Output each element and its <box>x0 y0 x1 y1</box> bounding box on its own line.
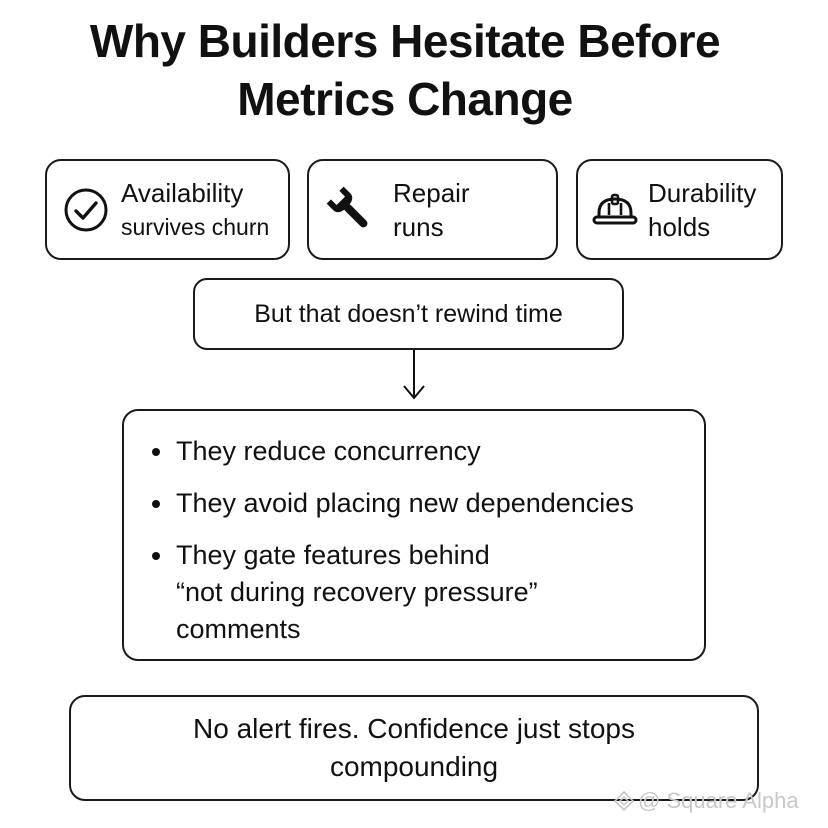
card-availability <box>45 159 290 260</box>
card-durability-text <box>648 176 756 244</box>
watermark-text: @ Square Alpha <box>638 788 799 813</box>
conclusion-line-2: compounding <box>329 751 499 782</box>
title-line-1: Why Builders Hesitate Before <box>89 15 721 67</box>
middle-statement-text: But that doesn’t rewind time <box>254 299 563 328</box>
check-circle-icon <box>63 187 109 233</box>
diamond-logo-icon <box>614 791 634 811</box>
hard-hat-icon <box>592 190 638 230</box>
card-availability-line-1: Availability <box>121 177 244 208</box>
watermark <box>614 788 799 814</box>
card-repair-text <box>393 176 470 244</box>
card-durability <box>576 159 783 260</box>
bullet-3-line-3: comments <box>176 614 301 644</box>
card-durability-line-1: Durability <box>648 177 757 208</box>
card-availability-line-2: survives churn <box>121 213 270 240</box>
bullet-dot <box>152 500 160 508</box>
card-durability-line-2: holds <box>648 211 711 242</box>
conclusion-line-1: No alert fires. Confidence just stops <box>193 713 635 744</box>
page-title <box>0 12 810 128</box>
bullet-dot <box>152 552 160 560</box>
bullet-2-line-1: They avoid placing new dependencies <box>176 488 634 518</box>
bullet-1-line-1: They reduce concurrency <box>176 436 481 466</box>
card-availability-text <box>121 176 269 244</box>
middle-statement-box <box>193 278 624 350</box>
bullet-3-line-2: “not during recovery pressure” <box>176 577 538 607</box>
bullet-item <box>150 537 634 648</box>
card-repair-line-1: Repair <box>393 177 470 208</box>
card-repair <box>307 159 558 260</box>
bullet-item <box>150 433 634 470</box>
conclusion-box <box>69 695 759 801</box>
bullet-list <box>150 433 634 663</box>
title-line-2: Metrics Change <box>237 73 573 125</box>
bullet-3-line-1: They gate features behind <box>176 540 490 570</box>
card-repair-line-2: runs <box>393 211 444 242</box>
arrow-down-icon <box>398 350 430 407</box>
bullet-dot <box>152 448 160 456</box>
bullet-box <box>122 409 706 661</box>
wrench-icon <box>325 185 375 235</box>
bullet-item <box>150 485 634 522</box>
